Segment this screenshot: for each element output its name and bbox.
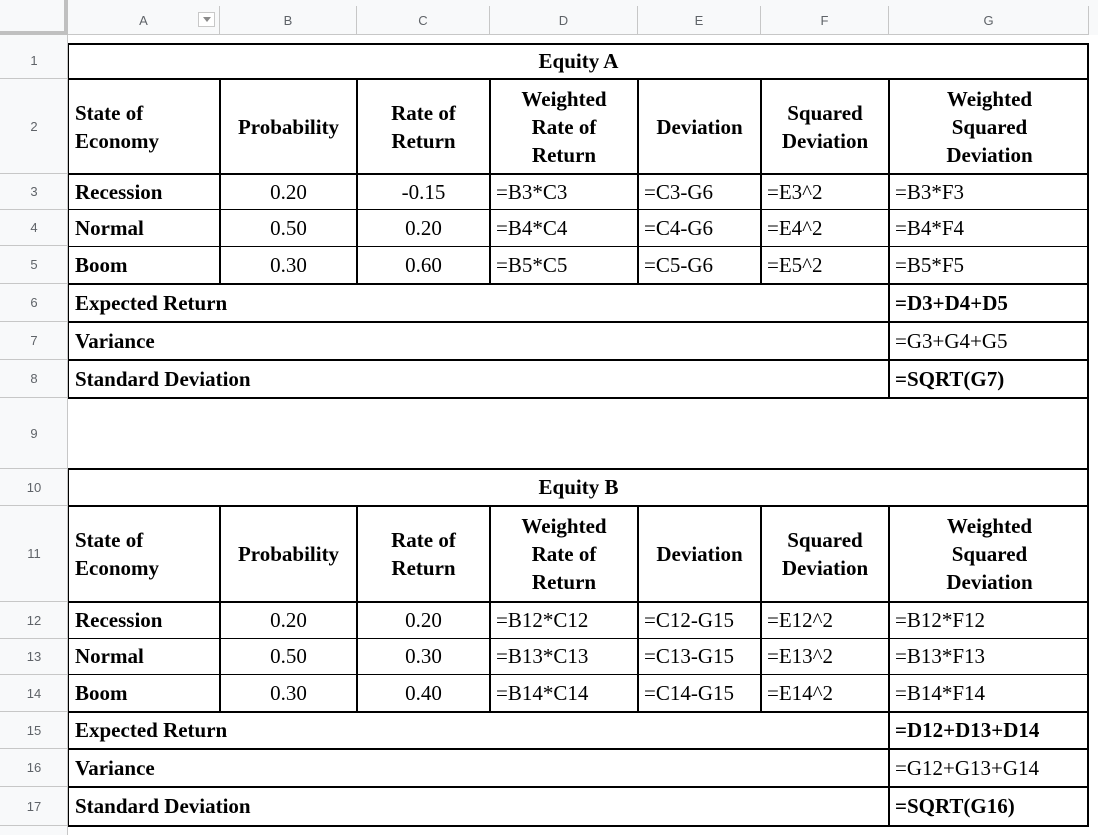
cell-deviation[interactable]: =C12-G15 [644, 608, 735, 632]
cell-probability[interactable]: 0.50 [270, 644, 307, 668]
header-rate-of-return[interactable]: Rate of Return [391, 100, 456, 153]
header-weighted-squared-deviation[interactable]: Weighted Squared Deviation [946, 514, 1033, 594]
cell-rate-of-return[interactable]: 0.20 [405, 215, 442, 240]
cell-deviation[interactable]: =C5-G6 [644, 252, 714, 277]
row-header-6[interactable]: 6 [0, 284, 68, 322]
header-weighted-rate-of-return[interactable]: Weighted Rate of Return [521, 86, 607, 167]
std-dev-label[interactable]: Standard Deviation [75, 366, 251, 391]
equity-a-title[interactable]: Equity A [538, 49, 619, 73]
cell-state[interactable]: Boom [75, 252, 128, 277]
column-header-label: D [558, 12, 569, 28]
column-header-bar [0, 0, 1098, 35]
column-header-a[interactable] [68, 6, 220, 35]
cell-deviation[interactable]: =C14-G15 [644, 680, 735, 705]
row-header-4[interactable]: 4 [0, 210, 68, 246]
row-header-12[interactable]: 12 [0, 602, 68, 639]
row-header-15[interactable]: 15 [0, 712, 68, 749]
cell-state[interactable]: Normal [75, 215, 144, 240]
cell-state[interactable]: Normal [75, 644, 144, 668]
std-dev-formula[interactable]: =SQRT(G16) [895, 794, 1015, 818]
cell-probability[interactable]: 0.20 [270, 608, 307, 632]
cell-weighted-return[interactable]: =B14*C14 [496, 680, 589, 705]
filter-dropdown-icon[interactable] [198, 12, 215, 27]
cell-rate-of-return[interactable]: 0.20 [405, 608, 442, 632]
row-header-11[interactable]: 11 [0, 506, 68, 602]
row-header-9[interactable]: 9 [0, 398, 68, 469]
cell-rate-of-return[interactable]: -0.15 [401, 179, 446, 204]
cell-state[interactable]: Recession [75, 179, 163, 204]
variance-label[interactable]: Variance [75, 328, 155, 353]
cell-weighted-return[interactable]: =B3*C3 [496, 179, 568, 204]
header-deviation[interactable]: Deviation [656, 542, 743, 566]
row-header-17[interactable]: 17 [0, 787, 68, 826]
equity-b-title[interactable]: Equity B [538, 475, 619, 499]
column-header-b[interactable] [220, 6, 357, 35]
cell-probability[interactable]: 0.50 [270, 215, 307, 240]
header-weighted-rate-of-return[interactable]: Weighted Rate of Return [521, 514, 607, 594]
column-header-g[interactable] [889, 6, 1089, 35]
column-header-e[interactable] [638, 6, 761, 35]
column-header-f[interactable] [761, 6, 889, 35]
row-header-14[interactable]: 14 [0, 675, 68, 712]
cell-state[interactable]: Boom [75, 680, 128, 705]
column-header-label: C [418, 12, 428, 28]
cell-weighted-squared-deviation[interactable]: =B5*F5 [895, 252, 965, 277]
cell-squared-deviation[interactable]: =E14^2 [767, 680, 834, 705]
cell-weighted-squared-deviation[interactable]: =B13*F13 [895, 644, 986, 668]
variance-formula[interactable]: =G12+G13+G14 [895, 755, 1040, 780]
cell-weighted-return[interactable]: =B4*C4 [496, 215, 568, 240]
cell-probability[interactable]: 0.30 [270, 680, 307, 705]
expected-return-formula[interactable]: =D3+D4+D5 [895, 290, 1008, 315]
cell-weighted-squared-deviation[interactable]: =B3*F3 [895, 179, 965, 204]
variance-label[interactable]: Variance [75, 755, 155, 780]
column-header-label: F [820, 12, 829, 28]
cell-deviation[interactable]: =C13-G15 [644, 644, 735, 668]
cell-squared-deviation[interactable]: =E12^2 [767, 608, 834, 632]
std-dev-formula[interactable]: =SQRT(G7) [895, 366, 1005, 391]
header-weighted-squared-deviation[interactable]: Weighted Squared Deviation [946, 86, 1033, 167]
cell-deviation[interactable]: =C3-G6 [644, 179, 714, 204]
row-header-8[interactable]: 8 [0, 360, 68, 398]
header-probability[interactable]: Probability [237, 114, 340, 139]
empty-row[interactable] [68, 398, 1089, 469]
cell-probability[interactable]: 0.20 [270, 179, 307, 204]
cell-state[interactable]: Recession [75, 608, 163, 632]
cell-squared-deviation[interactable]: =E5^2 [767, 252, 823, 277]
row-header-7[interactable]: 7 [0, 322, 68, 360]
row-header-2[interactable]: 2 [0, 79, 68, 174]
header-squared-deviation[interactable]: Squared Deviation [781, 528, 869, 580]
header-deviation[interactable]: Deviation [656, 114, 743, 139]
cell-rate-of-return[interactable]: 0.40 [405, 680, 442, 705]
cell-rate-of-return[interactable]: 0.30 [405, 644, 442, 668]
cell-weighted-return[interactable]: =B12*C12 [496, 608, 589, 632]
row-header-16[interactable]: 16 [0, 749, 68, 787]
cell-weighted-squared-deviation[interactable]: =B14*F14 [895, 680, 986, 705]
cell-weighted-squared-deviation[interactable]: =B4*F4 [895, 215, 965, 240]
row-header-5[interactable]: 5 [0, 246, 68, 284]
cell-probability[interactable]: 0.30 [270, 252, 307, 277]
header-rate-of-return[interactable]: Rate of Return [391, 528, 456, 580]
header-state-of-economy[interactable]: State of Economy [75, 528, 159, 580]
row-header-10[interactable]: 10 [0, 469, 68, 506]
column-header-label: E [694, 12, 704, 28]
row-header-1[interactable]: 1 [0, 43, 68, 79]
expected-return-formula[interactable]: =D12+D13+D14 [895, 718, 1040, 742]
header-squared-deviation[interactable]: Squared Deviation [781, 100, 869, 153]
expected-return-label[interactable]: Expected Return [75, 718, 228, 742]
cell-weighted-return[interactable]: =B5*C5 [496, 252, 568, 277]
row-header-3[interactable]: 3 [0, 174, 68, 210]
header-probability[interactable]: Probability [237, 542, 340, 566]
column-header-label: B [283, 12, 293, 28]
cell-deviation[interactable]: =C4-G6 [644, 215, 714, 240]
cell-rate-of-return[interactable]: 0.60 [405, 252, 442, 277]
cell-squared-deviation[interactable]: =E13^2 [767, 644, 834, 668]
variance-formula[interactable]: =G3+G4+G5 [895, 328, 1008, 353]
cell-weighted-return[interactable]: =B13*C13 [496, 644, 589, 668]
column-header-d[interactable] [490, 6, 638, 35]
column-header-label: A [139, 12, 148, 28]
column-header-c[interactable] [357, 6, 490, 35]
cell-squared-deviation[interactable]: =E3^2 [767, 179, 823, 204]
cell-weighted-squared-deviation[interactable]: =B12*F12 [895, 608, 986, 632]
std-dev-label[interactable]: Standard Deviation [75, 794, 251, 818]
select-all-corner[interactable] [0, 0, 68, 35]
expected-return-label[interactable]: Expected Return [75, 290, 228, 315]
column-header-label: G [983, 12, 994, 28]
header-state-of-economy[interactable]: State of Economy [75, 100, 159, 153]
cell-squared-deviation[interactable]: =E4^2 [767, 215, 823, 240]
row-header-13[interactable]: 13 [0, 639, 68, 675]
